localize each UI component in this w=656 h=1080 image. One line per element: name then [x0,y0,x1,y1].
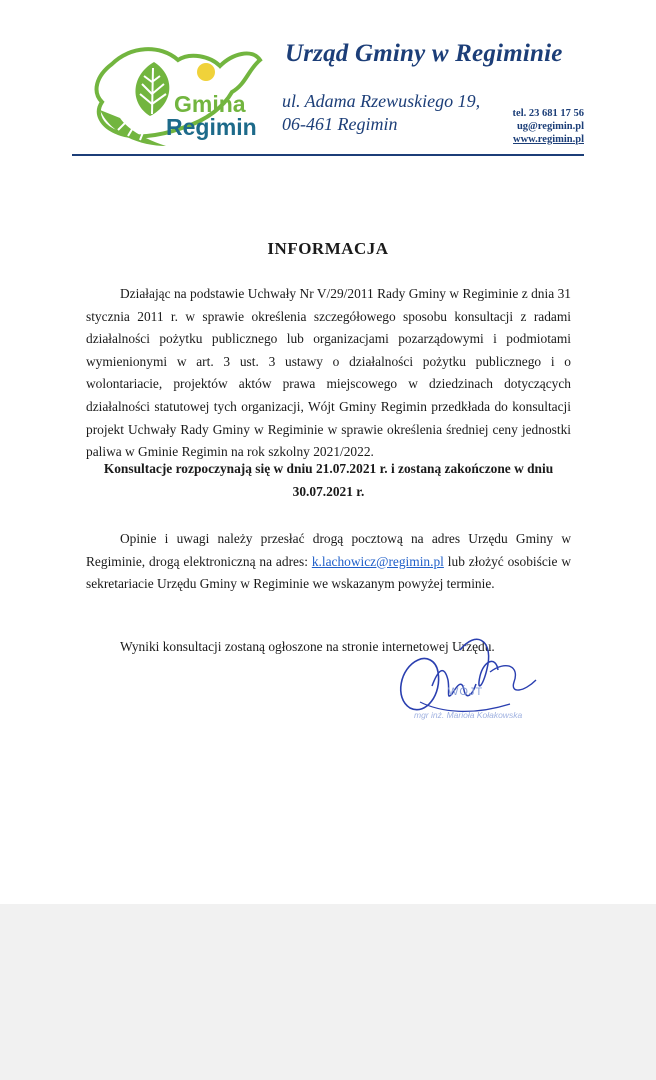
office-address [282,90,480,136]
submission-text-before: Opinie i uwagi należy przesłać drogą pocztową na adres Urzędu Gminy w Regiminie, drogą elektroniczną na adres: [86,531,571,569]
signature-stamp-title: WÓJT [448,686,484,698]
paragraph-submission [86,528,571,596]
contact-email-link[interactable]: k.lachowicz@regimin.pl [311,553,444,569]
consultation-dates: Konsultacje rozpoczynają się w dniu 21.07.2021 r. i zostaną zakończone w dniu 30.07.2021 r. [103,461,554,499]
header-divider [72,154,584,156]
logo-line-regimin: Regimin [166,114,257,140]
submission-text-after: lub złożyć osobiście w sekretariacie Urzędu Gminy w Regiminie we wskazanym powyżej terminie. [86,553,572,592]
address-street: ul. Adama Rzewuskiego 19, [282,91,481,111]
contact-block [513,107,584,146]
logo-line-gmina: Gmina [174,91,246,117]
gmina-regimin-logo [82,36,282,160]
office-name: Urząd Gminy w Regiminie [285,40,563,67]
document-title: INFORMACJA [267,239,389,258]
paragraph-results: Wyniki konsultacji zostaną ogłoszone na stronie internetowej Urzędu. [120,639,495,654]
paragraph-legal-basis: Działając na podstawie Uchwały Nr V/29/2011 Rady Gminy w Regiminie z dnia 31 stycznia 2011 r. w sprawie określenia szczegółowego sposobu konsultacji z radami działalności pożytku publicznego lub organizacjami pozarządowymi i podmiotami wymienionymi w art. 3 ust. 3 ustawy o działalności pożytku publicznego i o wolontariacie, projektów aktów prawa miejscowego w dziedzinach dotyczących działalności statutowej tych organizacji, Wójt Gminy Regimin przedkłada do konsultacji projekt Uchwały Rady Gminy w Regiminie w sprawie określenia średniej ceny jednostki paliwa w Gminie Regimin na rok szkolny 2021/2022. [86,286,571,460]
address-postcode: 06-461 Regimin [282,114,398,134]
contact-email[interactable]: ug@regimin.pl [516,121,584,132]
contact-website[interactable]: www.regimin.pl [513,134,584,145]
signature-stamp-name: mgr inż. Marioła Kołakowska [414,710,523,720]
contact-phone: tel. 23 681 17 56 [512,108,584,119]
logo-text [166,93,257,139]
